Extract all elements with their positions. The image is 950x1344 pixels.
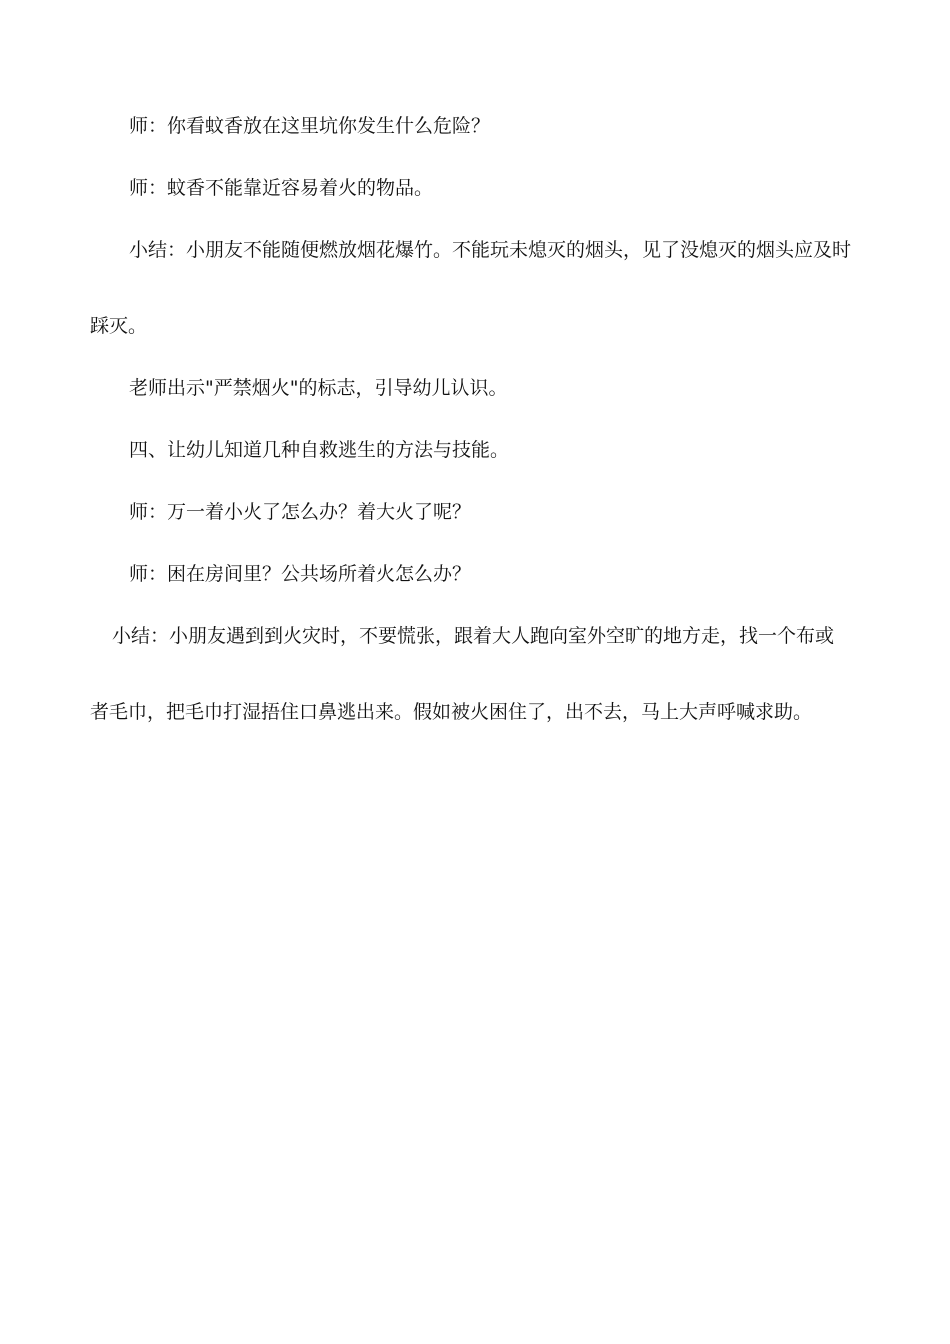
paragraph-line-5: 老师出示"严禁烟火"的标志，引导幼儿认识。	[129, 377, 508, 399]
paragraph-line-1: 师：你看蚊香放在这里坑你发生什么危险？	[129, 115, 491, 137]
paragraph-line-7: 师：万一着小火了怎么办？着大火了呢？	[129, 501, 472, 523]
paragraph-line-9: 小结：小朋友遇到到火灾时，不要慌张，跟着大人跑向室外空旷的地方走，找一个布或	[112, 625, 835, 647]
section-heading: 四、让幼儿知道几种自救逃生的方法与技能。	[129, 439, 510, 461]
paragraph-line-8: 师：困在房间里？公共场所着火怎么办？	[129, 563, 472, 585]
paragraph-line-10: 者毛巾，把毛巾打湿捂住口鼻逃出来。假如被火困住了，出不去，马上大声呼喊求助。	[90, 701, 813, 723]
paragraph-line-3: 小结：小朋友不能随便燃放烟花爆竹。不能玩未熄灭的烟头，见了没熄灭的烟头应及时	[129, 239, 852, 261]
paragraph-line-2: 师：蚊香不能靠近容易着火的物品。	[129, 177, 434, 199]
paragraph-line-4: 踩灭。	[90, 315, 148, 337]
